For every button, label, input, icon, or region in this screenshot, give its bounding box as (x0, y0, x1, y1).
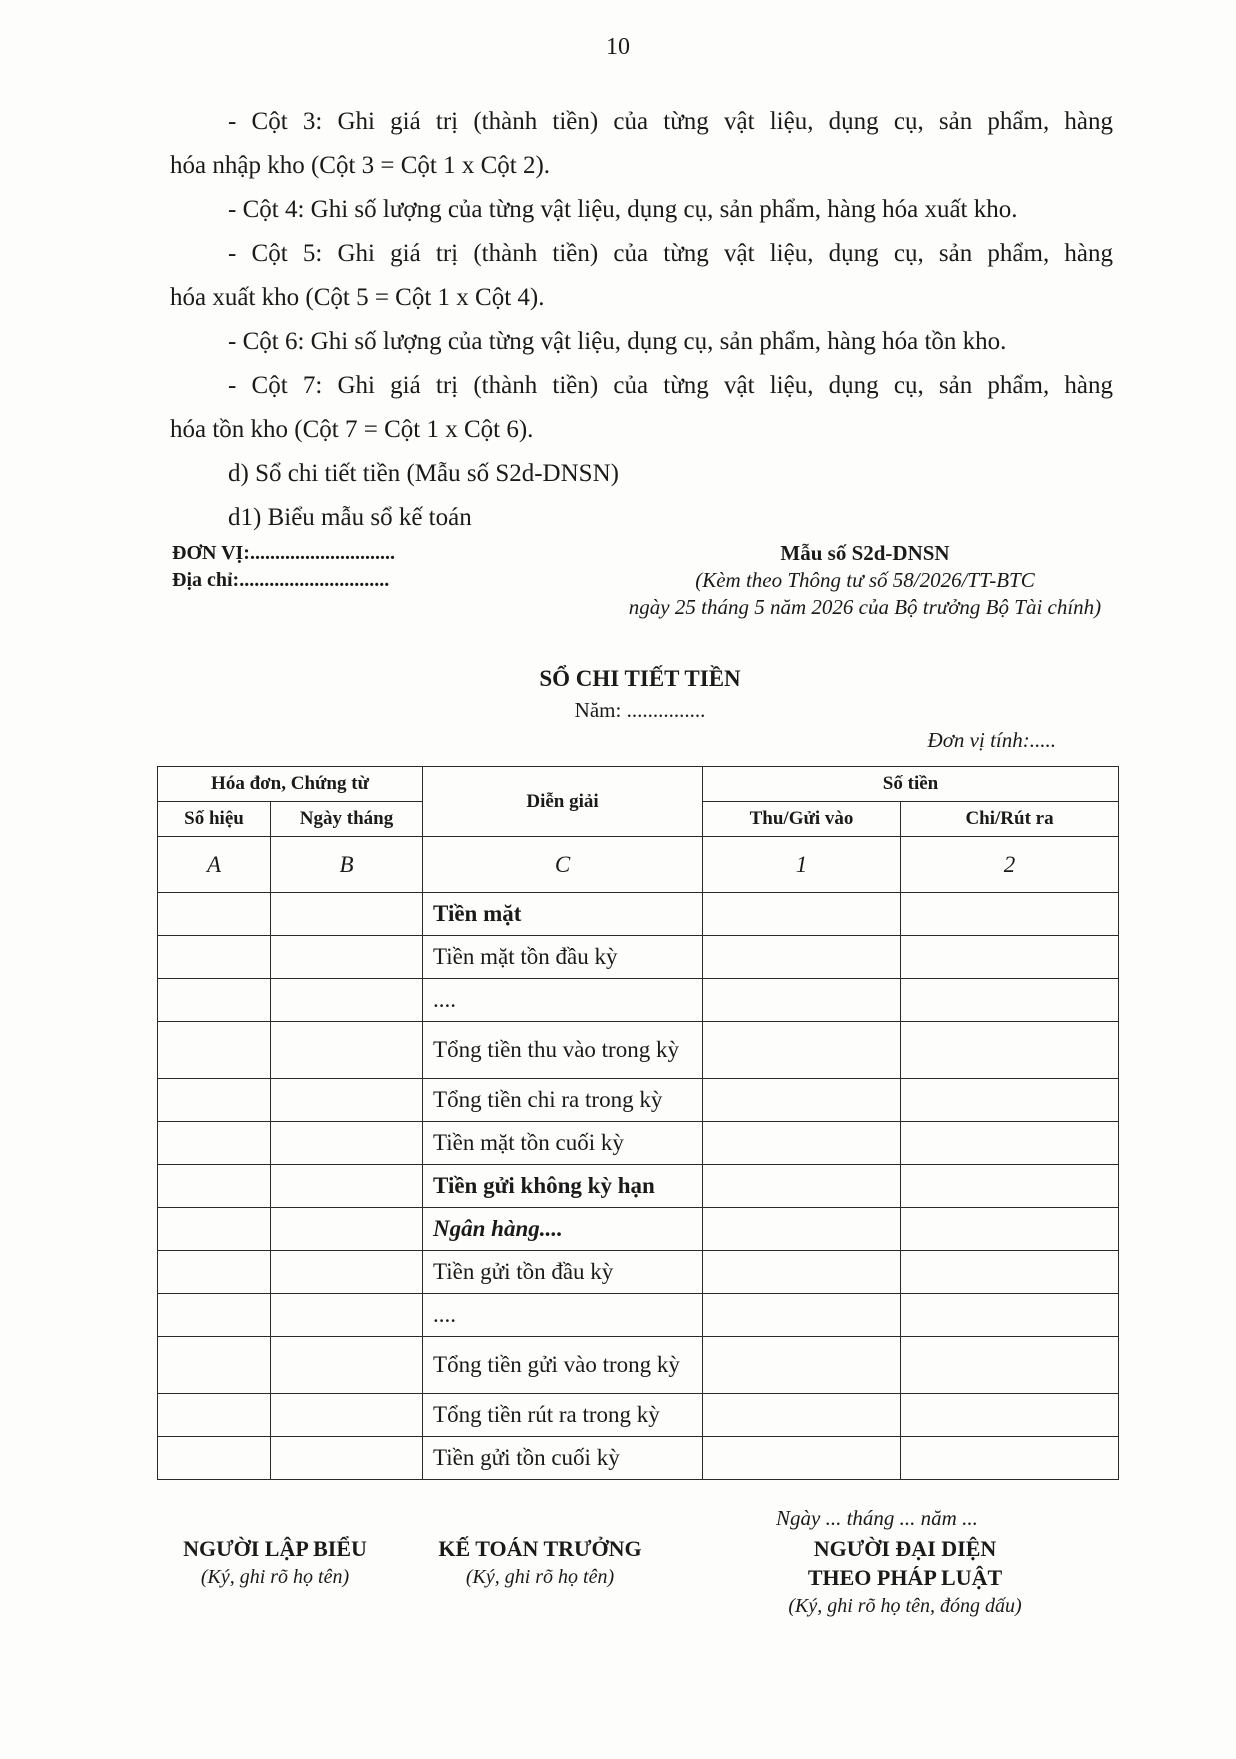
cell-description: Tiền gửi tồn cuối kỳ (423, 1437, 703, 1480)
paragraph-col6: - Cột 6: Ghi số lượng của từng vật liệu, dụng cụ, sản phẩm, hàng hóa tồn kho. (228, 328, 1007, 355)
paragraph-line: hóa xuất kho (Cột 5 = Cột 1 x Cột 4). (170, 284, 545, 311)
cell-out (901, 1251, 1119, 1294)
table-row (158, 1022, 1119, 1079)
cell-in (703, 1437, 901, 1480)
cell-description: Tổng tiền rút ra trong kỳ (423, 1394, 703, 1437)
cell-description: Tổng tiền chi ra trong kỳ (423, 1079, 703, 1122)
column-code: B (271, 837, 423, 893)
cell-description: Tiền mặt tồn đầu kỳ (423, 936, 703, 979)
cell-number (158, 979, 271, 1022)
header-number: Số hiệu (158, 802, 271, 837)
form-reference (500, 540, 1230, 621)
cell-out (901, 1022, 1119, 1079)
table-row (158, 1394, 1119, 1437)
paragraph-line: - Cột 5: Ghi giá trị (thành tiền) của từng vật liệu, dụng cụ, sản phẩm, hàng (228, 240, 1113, 267)
cell-description: Tiền mặt (423, 893, 703, 936)
column-code: A (158, 837, 271, 893)
cell-in (703, 1165, 901, 1208)
section-heading-d1: d1) Biểu mẫu sổ kế toán (228, 504, 472, 531)
cell-description: Tiền gửi tồn đầu kỳ (423, 1251, 703, 1294)
column-code-row (158, 837, 1119, 893)
cell-out (901, 1122, 1119, 1165)
form-reference-line: (Kèm theo Thông tư số 58/2026/TT-BTC (695, 568, 1035, 592)
cell-out (901, 1437, 1119, 1480)
cell-in (703, 1022, 901, 1079)
cell-in (703, 1337, 901, 1394)
cell-date (271, 1022, 423, 1079)
cell-date (271, 979, 423, 1022)
cell-date (271, 1122, 423, 1165)
cell-description: Tiền mặt tồn cuối kỳ (423, 1122, 703, 1165)
paragraph-line: hóa tồn kho (Cột 7 = Cột 1 x Cột 6). (170, 416, 534, 443)
cell-date (271, 1079, 423, 1122)
paragraph-line: - Cột 7: Ghi giá trị (thành tiền) của từng vật liệu, dụng cụ, sản phẩm, hàng (228, 372, 1113, 399)
cell-description: Ngân hàng.... (423, 1208, 703, 1251)
table-row (158, 1437, 1119, 1480)
table-row (158, 1294, 1119, 1337)
cell-number (158, 1122, 271, 1165)
signature-title: NGƯỜI LẬP BIỂU (183, 1536, 367, 1561)
header-amount-group: Số tiền (703, 767, 1119, 802)
cell-description: Tổng tiền thu vào trong kỳ (423, 1022, 703, 1079)
unit-label: ĐƠN VỊ:............................. (172, 542, 395, 564)
cell-date (271, 1337, 423, 1394)
cell-out (901, 1394, 1119, 1437)
table-row (158, 1165, 1119, 1208)
cell-number (158, 1394, 271, 1437)
cell-in (703, 1122, 901, 1165)
header-invoice-group: Hóa đơn, Chứng từ (158, 767, 423, 802)
header-description: Diễn giải (423, 767, 703, 837)
signature-title: THEO PHÁP LUẬT (807, 1565, 1003, 1590)
column-code: C (423, 837, 703, 893)
signature-date: Ngày ... tháng ... năm ... (776, 1506, 978, 1530)
cell-date (271, 1294, 423, 1337)
book-title: SỔ CHI TIẾT TIỀN (539, 666, 741, 691)
form-code: Mẫu số S2d-DNSN (780, 541, 950, 565)
cell-description: Tiền gửi không kỳ hạn (423, 1165, 703, 1208)
cell-description: Tổng tiền gửi vào trong kỳ (423, 1337, 703, 1394)
table-row (158, 1079, 1119, 1122)
table-row (158, 1208, 1119, 1251)
book-year: Năm: ............... (574, 698, 706, 722)
page-number: 10 (606, 34, 630, 60)
paragraph-line: hóa nhập kho (Cột 3 = Cột 1 x Cột 2). (170, 152, 551, 179)
table-row (158, 979, 1119, 1022)
cell-out (901, 979, 1119, 1022)
column-code: 2 (901, 837, 1119, 893)
table-row (158, 936, 1119, 979)
cell-in (703, 979, 901, 1022)
cell-number (158, 1079, 271, 1122)
form-reference-line: ngày 25 tháng 5 năm 2026 của Bộ trưởng Bộ Tài chính) (628, 595, 1102, 619)
header-in: Thu/Gửi vào (703, 802, 901, 837)
column-code: 1 (703, 837, 901, 893)
cell-out (901, 1079, 1119, 1122)
address-label: Địa chỉ:.............................. (172, 569, 390, 591)
cell-in (703, 893, 901, 936)
cash-ledger-table (157, 766, 1119, 1480)
cell-number (158, 1294, 271, 1337)
signature-title: NGƯỜI ĐẠI DIỆN (813, 1536, 997, 1561)
cell-out (901, 1208, 1119, 1251)
cell-number (158, 1437, 271, 1480)
cell-in (703, 1208, 901, 1251)
cell-out (901, 936, 1119, 979)
header-date: Ngày tháng (271, 802, 423, 837)
cell-date (271, 1208, 423, 1251)
table-row (158, 1122, 1119, 1165)
cell-description: .... (423, 979, 703, 1022)
paragraph-line: - Cột 3: Ghi giá trị (thành tiền) của từng vật liệu, dụng cụ, sản phẩm, hàng (228, 108, 1113, 135)
cell-number (158, 1251, 271, 1294)
cell-in (703, 1294, 901, 1337)
signature-note: (Ký, ghi rõ họ tên) (200, 1566, 350, 1588)
cell-out (901, 1294, 1119, 1337)
cell-number (158, 1208, 271, 1251)
cell-number (158, 1022, 271, 1079)
cell-number (158, 893, 271, 936)
table-row (158, 893, 1119, 936)
paragraph-col4: - Cột 4: Ghi số lượng của từng vật liệu, dụng cụ, sản phẩm, hàng hóa xuất kho. (228, 196, 1018, 223)
section-heading-d: d) Sổ chi tiết tiền (Mẫu số S2d-DNSN) (228, 460, 619, 487)
unit-info (172, 540, 395, 594)
cell-in (703, 1251, 901, 1294)
currency-unit: Đơn vị tính:..... (927, 728, 1056, 752)
signature-preparer (166, 1534, 384, 1592)
signature-note: (Ký, ghi rõ họ tên, đóng dấu) (788, 1595, 1022, 1617)
cell-out (901, 1337, 1119, 1394)
table-row (158, 1251, 1119, 1294)
header-out: Chi/Rút ra (901, 802, 1119, 837)
paragraph-col3 (170, 100, 1113, 188)
cell-date (271, 893, 423, 936)
cell-out (901, 893, 1119, 936)
signature-title: KẾ TOÁN TRƯỞNG (438, 1536, 642, 1561)
signature-note: (Ký, ghi rõ họ tên) (465, 1566, 615, 1588)
signature-legal-representative (740, 1534, 1070, 1621)
cell-date (271, 1251, 423, 1294)
signature-chief-accountant (420, 1534, 660, 1592)
cell-description: .... (423, 1294, 703, 1337)
cell-date (271, 1394, 423, 1437)
cell-out (901, 1165, 1119, 1208)
cell-date (271, 936, 423, 979)
cell-number (158, 1337, 271, 1394)
cell-in (703, 1079, 901, 1122)
table-row (158, 1337, 1119, 1394)
cell-date (271, 1165, 423, 1208)
cell-in (703, 936, 901, 979)
cell-date (271, 1437, 423, 1480)
paragraph-col7 (170, 364, 1113, 452)
cell-number (158, 1165, 271, 1208)
cell-in (703, 1394, 901, 1437)
cell-number (158, 936, 271, 979)
paragraph-col5 (170, 232, 1113, 320)
